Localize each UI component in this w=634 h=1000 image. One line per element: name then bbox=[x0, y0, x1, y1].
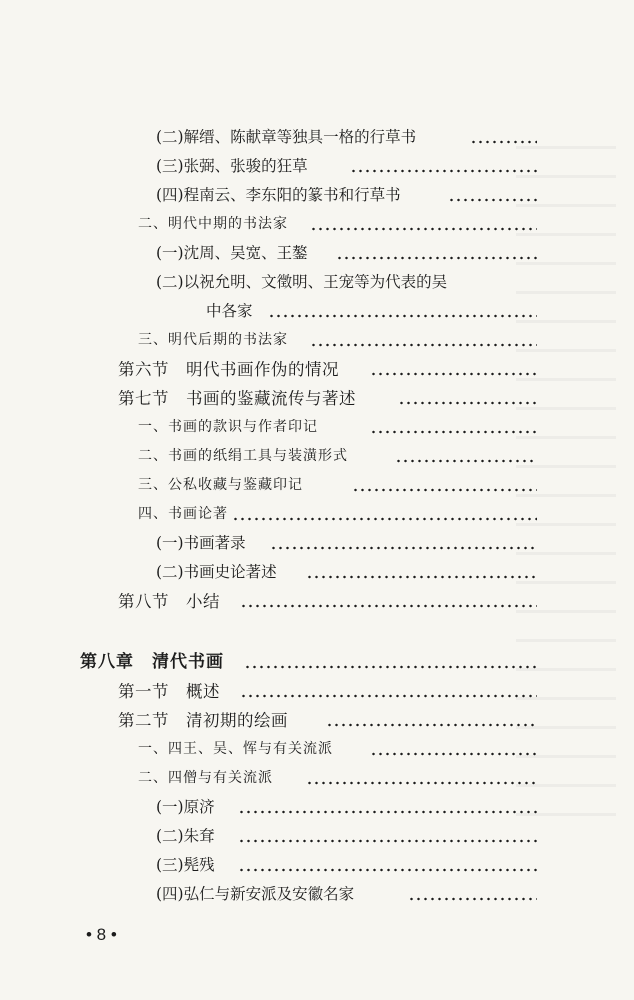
dot-leader bbox=[336, 239, 537, 268]
toc-entry-title: (四)弘仁与新安派及安徽名家 bbox=[156, 885, 355, 903]
dot-leader bbox=[398, 384, 537, 413]
toc-entry-title: 一、书画的款识与作者印记 bbox=[138, 419, 318, 435]
toc-entry-title: (二)解缙、陈献章等独具一格的行草书 bbox=[156, 128, 417, 146]
dot-leader bbox=[244, 648, 537, 677]
dot-leader bbox=[350, 152, 537, 181]
page-folio: • 8 • bbox=[86, 925, 117, 944]
dot-leader bbox=[268, 297, 537, 326]
dot-leader bbox=[370, 413, 537, 442]
toc-entry-title: 第二节 清初期的绘画 bbox=[118, 711, 288, 730]
toc-entry-title: (三)髡残 bbox=[156, 856, 215, 874]
toc-entry-title: 三、公私收藏与鉴藏印记 bbox=[138, 477, 303, 493]
dot-leader bbox=[240, 587, 537, 616]
dot-leader bbox=[448, 181, 537, 210]
toc-entry-title: 第六节 明代书画作伪的情况 bbox=[118, 360, 339, 379]
toc-entry-title: 二、四僧与有关流派 bbox=[138, 770, 273, 786]
toc-entry-title: (一)沈周、吴宽、王鏊 bbox=[156, 244, 308, 262]
toc-entry-title: 三、明代后期的书法家 bbox=[138, 332, 288, 348]
dot-leader bbox=[232, 500, 537, 529]
dot-leader bbox=[352, 471, 537, 500]
toc-entry-title: (二)书画史论著述 bbox=[156, 563, 277, 581]
toc-entry-title: 四、书画论著 bbox=[138, 506, 228, 522]
dot-leader bbox=[370, 355, 537, 384]
dot-leader bbox=[238, 851, 537, 880]
toc-entry-title: 二、明代中期的书法家 bbox=[138, 216, 288, 232]
dot-leader bbox=[408, 880, 537, 909]
dot-leader bbox=[395, 442, 537, 471]
dot-leader bbox=[310, 210, 537, 239]
dot-leader bbox=[326, 706, 537, 735]
dot-leader bbox=[306, 764, 537, 793]
toc-entry-title: (一)原济 bbox=[156, 798, 215, 816]
toc-entry-title: 第一节 概述 bbox=[118, 682, 220, 701]
toc-entry-title: 中各家 bbox=[206, 302, 253, 320]
dot-leader bbox=[306, 558, 537, 587]
toc-entry-title: (一)书画著录 bbox=[156, 534, 246, 552]
toc-entry-title: (二)以祝允明、文徵明、王宠等为代表的吴 bbox=[156, 273, 448, 291]
dot-leader bbox=[270, 529, 537, 558]
dot-leader bbox=[310, 326, 537, 355]
chapter-title: 第八章 清代书画 bbox=[80, 652, 224, 672]
toc-entry-title: (四)程南云、李东阳的篆书和行草书 bbox=[156, 186, 401, 204]
dot-leader bbox=[470, 123, 537, 152]
toc-entry-title: 二、书画的纸绢工具与装潢形式 bbox=[138, 448, 348, 464]
toc-entry-title: 第七节 书画的鉴藏流传与著述 bbox=[118, 389, 356, 408]
toc-entry-title: (三)张弼、张骏的狂草 bbox=[156, 157, 308, 175]
toc-entry-title: 一、四王、吴、恽与有关流派 bbox=[138, 741, 333, 757]
dot-leader bbox=[238, 793, 537, 822]
toc-entry-title: 第八节 小结 bbox=[118, 592, 220, 611]
toc-entry-title: (二)朱耷 bbox=[156, 827, 215, 845]
dot-leader bbox=[238, 822, 537, 851]
dot-leader bbox=[240, 677, 537, 706]
dot-leader bbox=[370, 735, 537, 764]
